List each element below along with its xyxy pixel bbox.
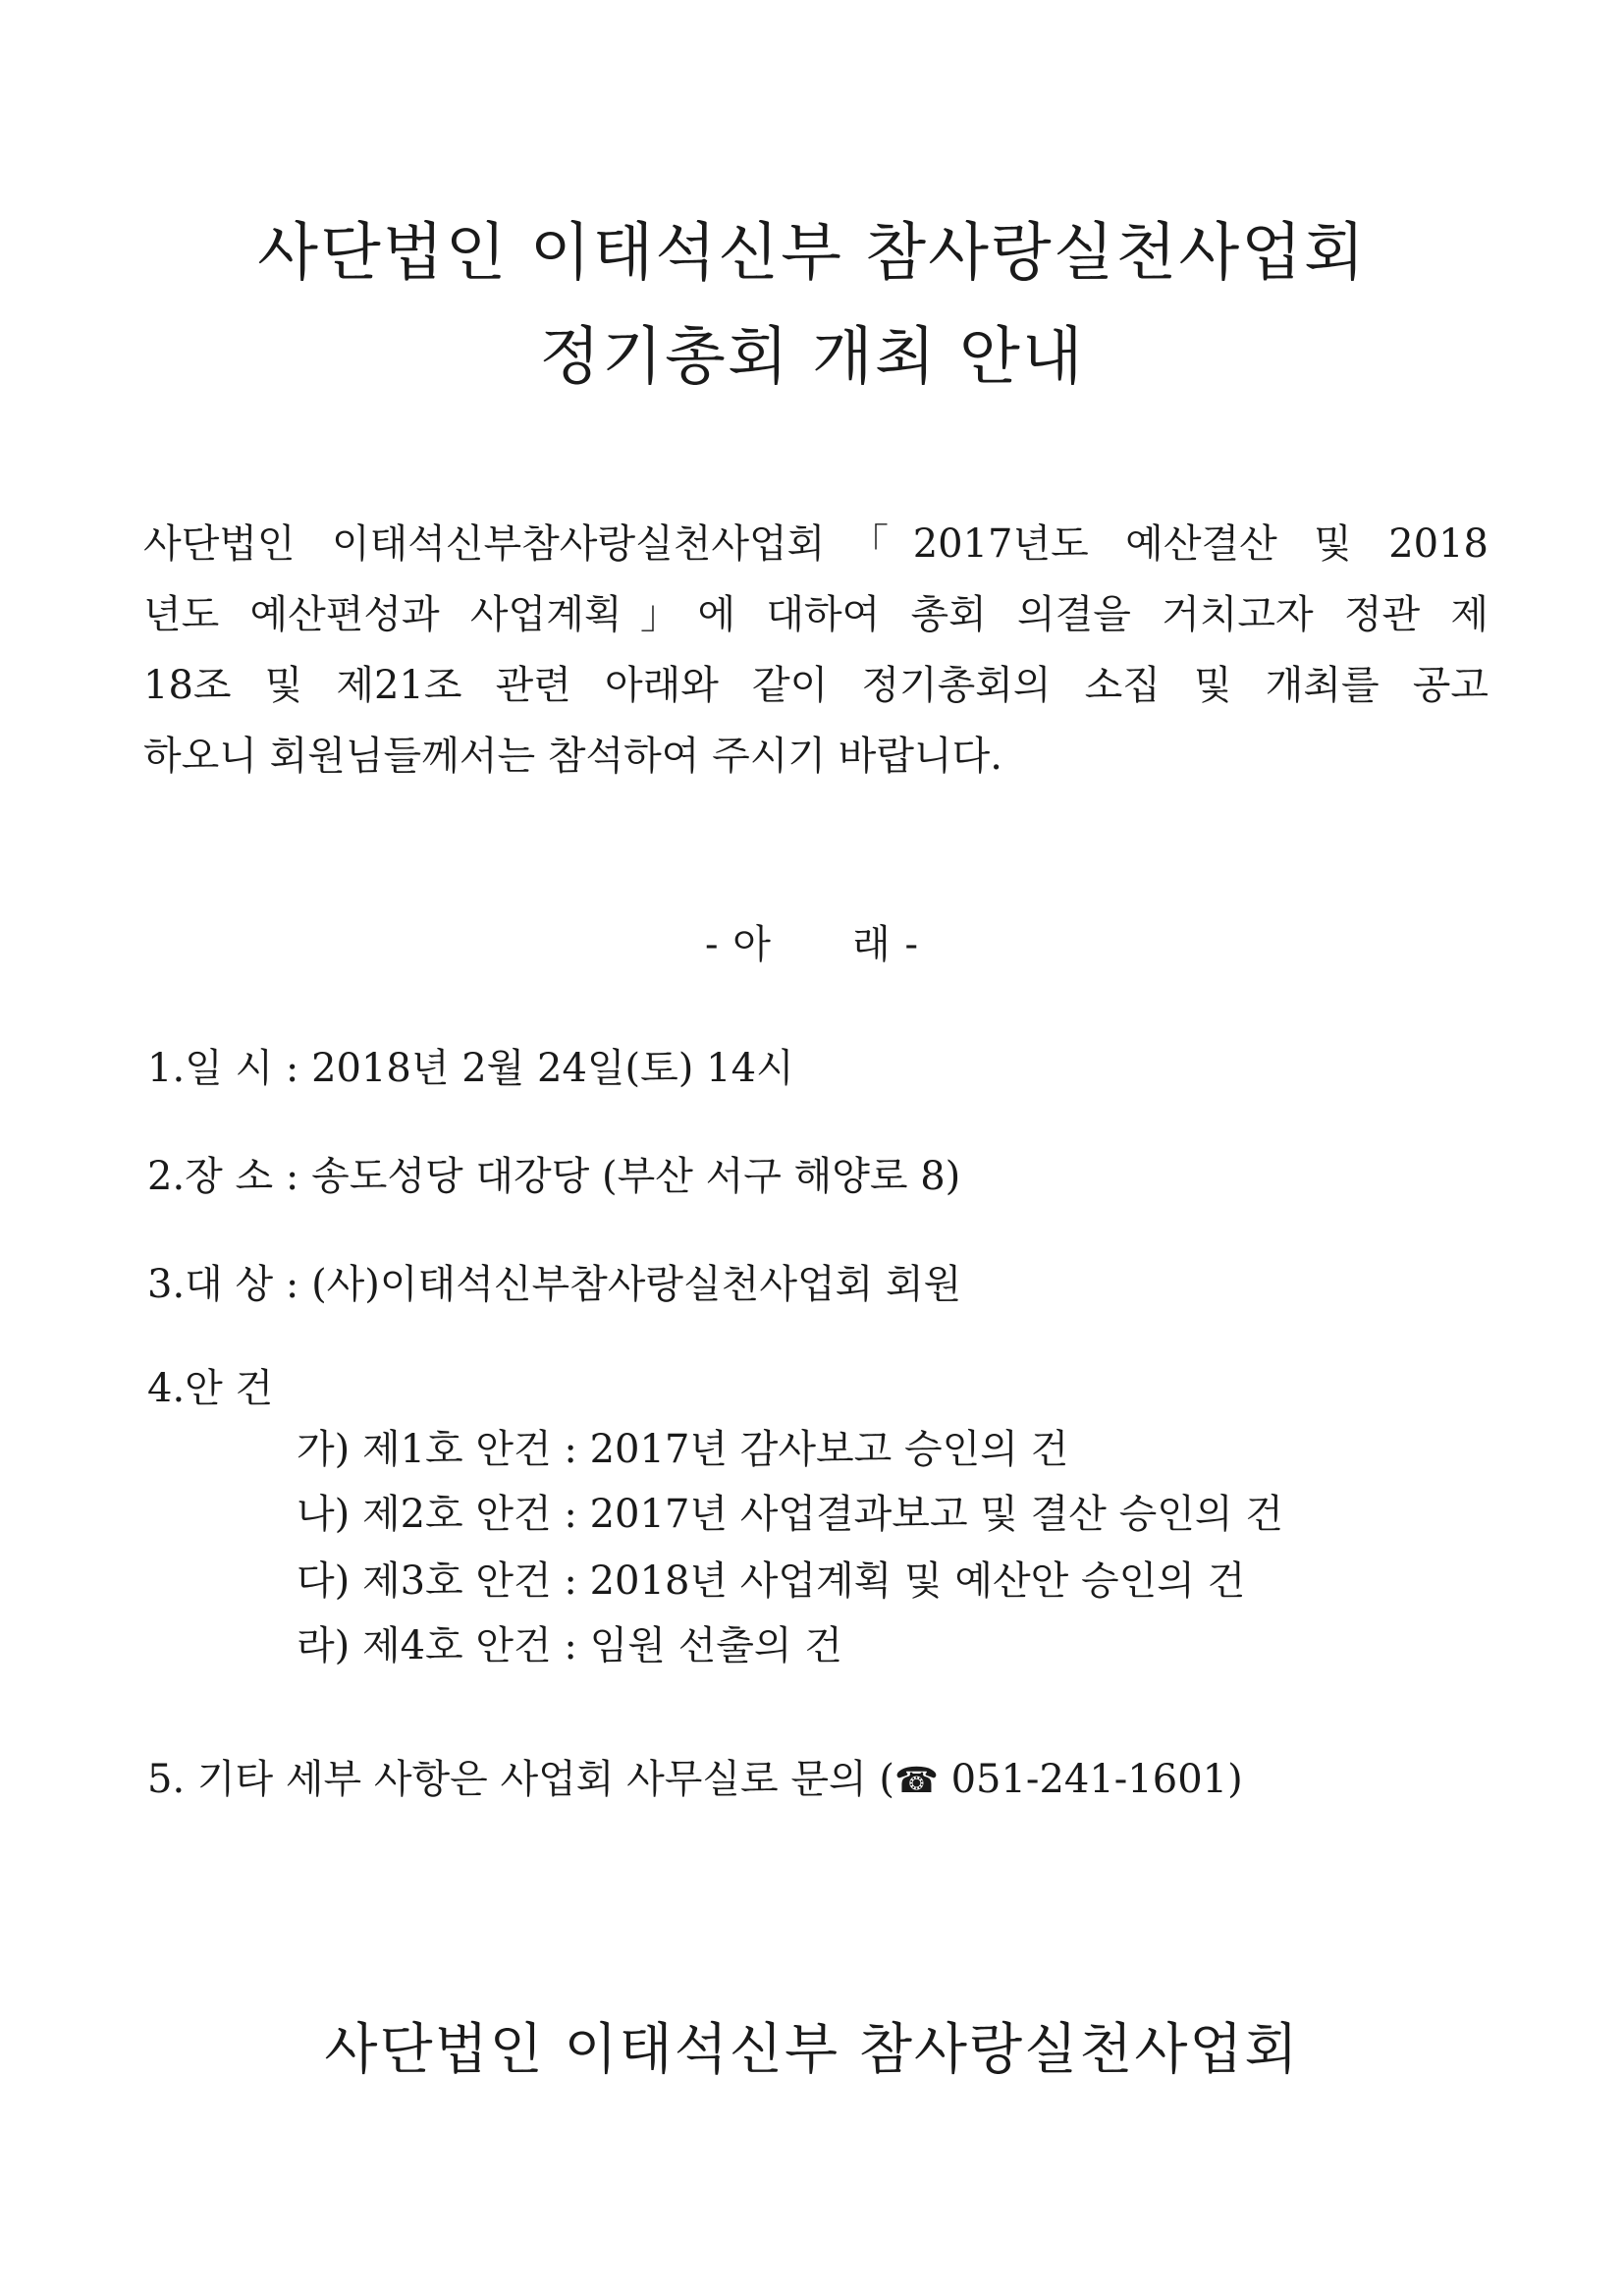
item-other-inquiry [147, 1757, 1243, 1802]
phone-number: 051-241-1601) [938, 1757, 1243, 1802]
intro-line: 18조 및 제21조 관련 아래와 같이 정기총회의 소집 및 개최를 공고 [143, 663, 1489, 708]
document-title-line2: 정기총회 개최 안내 [539, 321, 1085, 394]
agenda-item: 라) 제4호 안건 : 임원 선출의 건 [297, 1623, 842, 1668]
intro-line: 년도 예산편성과 사업계획」에 대하여 총회 의결을 거치고자 정관 제 [143, 592, 1489, 637]
intro-line: 사단법인 이태석신부참사랑실천사업회「2017년도 예산결산 및 2018 [143, 521, 1489, 567]
footer-organization: 사단법인 이태석신부 참사랑실천사업회 [324, 2018, 1300, 2082]
section-label: - 아 래 - [704, 922, 920, 967]
item-date: 1.일 시 : 2018년 2월 24일(토) 14시 [147, 1046, 794, 1091]
item-target: 3.대 상 : (사)이태석신부참사랑실천사업회 회원 [147, 1262, 962, 1307]
agenda-item: 가) 제1호 안건 : 2017년 감사보고 승인의 건 [297, 1427, 1069, 1472]
intro-line: 하오니 회원님들께서는 참석하여 주시기 바랍니다. [143, 734, 1003, 779]
item-place: 2.장 소 : 송도성당 대강당 (부산 서구 해양로 8) [147, 1154, 961, 1199]
intro-paragraph [143, 509, 1489, 792]
agenda-item: 다) 제3호 안건 : 2018년 사업계획 및 예산안 승인의 건 [297, 1558, 1246, 1604]
agenda-item: 나) 제2호 안건 : 2017년 사업결과보고 및 결산 승인의 건 [297, 1492, 1283, 1537]
phone-icon: ☎ [894, 1761, 939, 1801]
item-agenda-heading: 4.안 건 [147, 1366, 274, 1411]
other-prefix: 5. 기타 세부 사항은 사업회 사무실로 문의 ( [147, 1757, 895, 1802]
document-title-line1: 사단법인 이태석신부 참사랑실천사업회 [257, 217, 1367, 290]
